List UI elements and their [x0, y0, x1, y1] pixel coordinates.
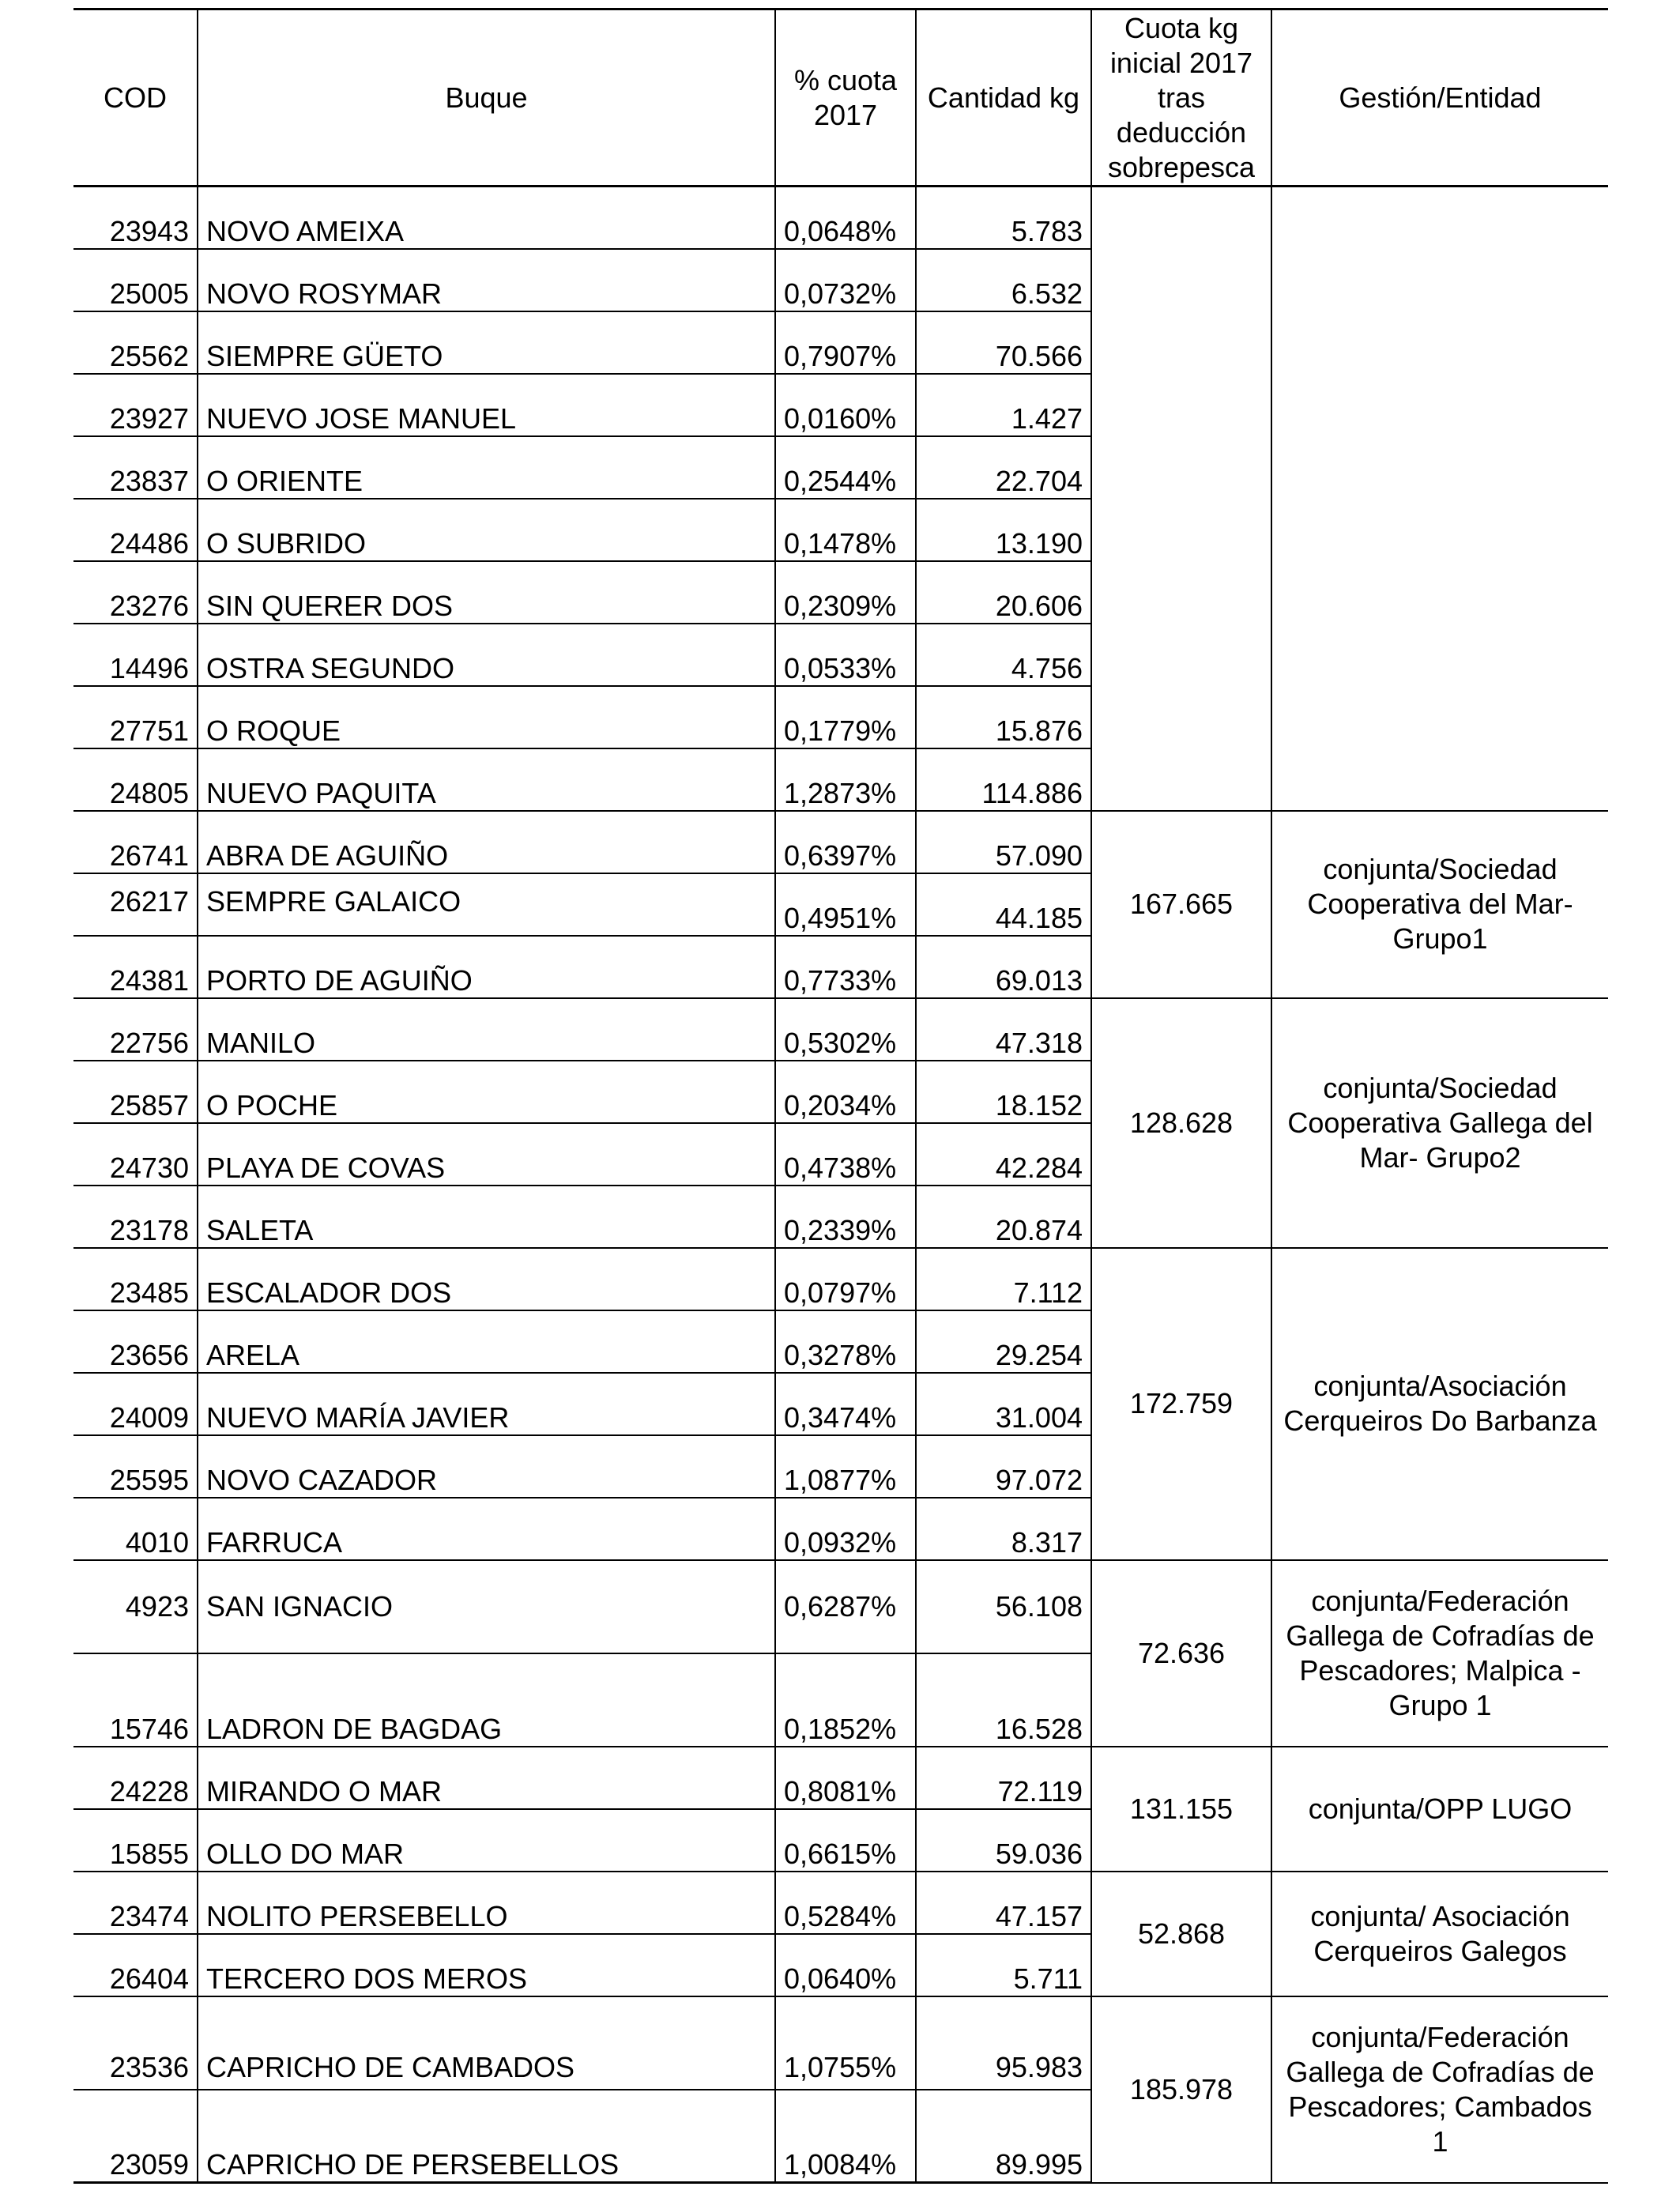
- group-quota-cell: 128.628: [1091, 998, 1271, 1248]
- vessel-name-cell: NOVO ROSYMAR: [198, 249, 775, 311]
- vessel-name-cell: SAN IGNACIO: [198, 1560, 775, 1653]
- vessel-name-cell: NOLITO PERSEBELLO: [198, 1872, 775, 1934]
- kg-cell: 42.284: [916, 1123, 1091, 1186]
- cod-cell: 26404: [73, 1934, 198, 1996]
- cod-cell: 15855: [73, 1809, 198, 1872]
- table-row: [73, 1560, 1608, 1653]
- kg-cell: 20.874: [916, 1186, 1091, 1248]
- group-quota-cell-empty: [1091, 187, 1271, 811]
- group-quota-cell: 52.868: [1091, 1872, 1271, 1996]
- pct-cell: 1,0084%: [775, 2090, 916, 2183]
- kg-cell: 6.532: [916, 249, 1091, 311]
- cod-cell: 23474: [73, 1872, 198, 1934]
- cod-cell: 27751: [73, 686, 198, 748]
- pct-cell: 0,4738%: [775, 1123, 916, 1186]
- cod-cell: 25005: [73, 249, 198, 311]
- pct-cell: 1,0755%: [775, 1996, 916, 2090]
- kg-cell: 15.876: [916, 686, 1091, 748]
- cod-cell: 15746: [73, 1653, 198, 1747]
- vessel-name-cell: O ORIENTE: [198, 436, 775, 499]
- cod-cell: 23536: [73, 1996, 198, 2090]
- table-row: [73, 1996, 1608, 2090]
- vessel-name-cell: FARRUCA: [198, 1498, 775, 1560]
- kg-cell: 4.756: [916, 624, 1091, 686]
- kg-cell: 89.995: [916, 2090, 1091, 2183]
- group-quota-cell: 72.636: [1091, 1560, 1271, 1747]
- vessel-name-cell: O ROQUE: [198, 686, 775, 748]
- pct-cell: 0,7733%: [775, 936, 916, 998]
- pct-cell: 0,6397%: [775, 811, 916, 873]
- cod-cell: 24228: [73, 1747, 198, 1809]
- kg-cell: 70.566: [916, 311, 1091, 374]
- kg-cell: 18.152: [916, 1061, 1091, 1123]
- cod-cell: 24805: [73, 748, 198, 811]
- kg-cell: 8.317: [916, 1498, 1091, 1560]
- cod-cell: 23656: [73, 1310, 198, 1373]
- vessel-name-cell: O POCHE: [198, 1061, 775, 1123]
- vessel-name-cell: ABRA DE AGUIÑO: [198, 811, 775, 873]
- group-entity-cell: conjunta/Asociación Cerqueiros Do Barbanza: [1271, 1248, 1608, 1560]
- quota-table: [73, 8, 1608, 2184]
- vessel-name-cell: CAPRICHO DE CAMBADOS: [198, 1996, 775, 2090]
- pct-cell: 0,6287%: [775, 1560, 916, 1653]
- vessel-name-cell: CAPRICHO DE PERSEBELLOS: [198, 2090, 775, 2183]
- pct-cell: 0,7907%: [775, 311, 916, 374]
- cod-cell: 23178: [73, 1186, 198, 1248]
- cod-cell: 26217: [73, 873, 198, 936]
- pct-cell: 0,1478%: [775, 499, 916, 561]
- vessel-name-cell: SALETA: [198, 1186, 775, 1248]
- group-quota-cell: 167.665: [1091, 811, 1271, 998]
- cod-cell: 25562: [73, 311, 198, 374]
- pct-cell: 0,8081%: [775, 1747, 916, 1809]
- kg-cell: 47.157: [916, 1872, 1091, 1934]
- cod-cell: 25595: [73, 1435, 198, 1498]
- vessel-name-cell: NOVO CAZADOR: [198, 1435, 775, 1498]
- kg-cell: 1.427: [916, 374, 1091, 436]
- kg-cell: 16.528: [916, 1653, 1091, 1747]
- kg-cell: 56.108: [916, 1560, 1091, 1653]
- pct-cell: 0,1852%: [775, 1653, 916, 1747]
- table-row: [73, 998, 1608, 1061]
- pct-cell: 0,2309%: [775, 561, 916, 624]
- cod-cell: 25857: [73, 1061, 198, 1123]
- vessel-name-cell: OLLO DO MAR: [198, 1809, 775, 1872]
- vessel-name-cell: OSTRA SEGUNDO: [198, 624, 775, 686]
- kg-cell: 114.886: [916, 748, 1091, 811]
- pct-cell: 0,0640%: [775, 1934, 916, 1996]
- kg-cell: 5.711: [916, 1934, 1091, 1996]
- kg-cell: 97.072: [916, 1435, 1091, 1498]
- vessel-name-cell: NUEVO JOSE MANUEL: [198, 374, 775, 436]
- group-quota-cell: 131.155: [1091, 1747, 1271, 1872]
- pct-cell: 0,0533%: [775, 624, 916, 686]
- kg-cell: 13.190: [916, 499, 1091, 561]
- vessel-name-cell: PORTO DE AGUIÑO: [198, 936, 775, 998]
- cod-cell: 23927: [73, 374, 198, 436]
- vessel-name-cell: ESCALADOR DOS: [198, 1248, 775, 1310]
- pct-cell: 0,2034%: [775, 1061, 916, 1123]
- group-quota-cell: 185.978: [1091, 1996, 1271, 2183]
- vessel-name-cell: TERCERO DOS MEROS: [198, 1934, 775, 1996]
- kg-cell: 20.606: [916, 561, 1091, 624]
- group-entity-cell: conjunta/Sociedad Cooperativa Gallega del Mar- Grupo2: [1271, 998, 1608, 1248]
- vessel-name-cell: LADRON DE BAGDAG: [198, 1653, 775, 1747]
- group-entity-cell: conjunta/Federación Gallega de Cofradías de Pescadores; Cambados 1: [1271, 1996, 1608, 2183]
- table-row: [73, 1872, 1608, 1934]
- pct-cell: 0,4951%: [775, 873, 916, 936]
- table-row: [73, 1747, 1608, 1809]
- header-row: [73, 9, 1608, 187]
- group-entity-cell: conjunta/Sociedad Cooperativa del Mar- Grupo1: [1271, 811, 1608, 998]
- cod-cell: 24486: [73, 499, 198, 561]
- pct-cell: 0,2544%: [775, 436, 916, 499]
- kg-cell: 5.783: [916, 187, 1091, 249]
- header-buque: Buque: [198, 9, 775, 187]
- pct-cell: 0,0932%: [775, 1498, 916, 1560]
- group-entity-cell: conjunta/OPP LUGO: [1271, 1747, 1608, 1872]
- pct-cell: 0,6615%: [775, 1809, 916, 1872]
- cod-cell: 23485: [73, 1248, 198, 1310]
- kg-cell: 95.983: [916, 1996, 1091, 2090]
- group-quota-cell: 172.759: [1091, 1248, 1271, 1560]
- pct-cell: 0,0160%: [775, 374, 916, 436]
- cod-cell: 23059: [73, 2090, 198, 2183]
- kg-cell: 31.004: [916, 1373, 1091, 1435]
- cod-cell: 4010: [73, 1498, 198, 1560]
- vessel-name-cell: SEMPRE GALAICO: [198, 873, 775, 936]
- vessel-name-cell: SIN QUERER DOS: [198, 561, 775, 624]
- vessel-name-cell: O SUBRIDO: [198, 499, 775, 561]
- pct-cell: 0,1779%: [775, 686, 916, 748]
- header-cantidad: Cantidad kg: [916, 9, 1091, 187]
- group-entity-cell-empty: [1271, 187, 1608, 811]
- pct-cell: 0,3278%: [775, 1310, 916, 1373]
- table-row: [73, 811, 1608, 873]
- table-row: [73, 187, 1608, 249]
- pct-cell: 0,2339%: [775, 1186, 916, 1248]
- cod-cell: 23943: [73, 187, 198, 249]
- pct-cell: 0,0648%: [775, 187, 916, 249]
- vessel-name-cell: ARELA: [198, 1310, 775, 1373]
- cod-cell: 24730: [73, 1123, 198, 1186]
- vessel-name-cell: PLAYA DE COVAS: [198, 1123, 775, 1186]
- cod-cell: 24009: [73, 1373, 198, 1435]
- kg-cell: 47.318: [916, 998, 1091, 1061]
- cod-cell: 22756: [73, 998, 198, 1061]
- kg-cell: 69.013: [916, 936, 1091, 998]
- pct-cell: 0,5284%: [775, 1872, 916, 1934]
- header-gestion: Gestión/Entidad: [1271, 9, 1608, 187]
- pct-cell: 0,3474%: [775, 1373, 916, 1435]
- kg-cell: 44.185: [916, 873, 1091, 936]
- header-pct-cuota: % cuota 2017: [775, 9, 916, 187]
- pct-cell: 1,0877%: [775, 1435, 916, 1498]
- vessel-name-cell: MIRANDO O MAR: [198, 1747, 775, 1809]
- vessel-name-cell: NUEVO MARÍA JAVIER: [198, 1373, 775, 1435]
- cod-cell: 23276: [73, 561, 198, 624]
- cod-cell: 23837: [73, 436, 198, 499]
- pct-cell: 0,0732%: [775, 249, 916, 311]
- kg-cell: 72.119: [916, 1747, 1091, 1809]
- pct-cell: 0,5302%: [775, 998, 916, 1061]
- kg-cell: 29.254: [916, 1310, 1091, 1373]
- vessel-name-cell: NOVO AMEIXA: [198, 187, 775, 249]
- header-cuota-inicial: Cuota kg inicial 2017 tras deducción sobrepesca: [1091, 9, 1271, 187]
- group-entity-cell: conjunta/Federación Gallega de Cofradías de Pescadores; Malpica - Grupo 1: [1271, 1560, 1608, 1747]
- kg-cell: 59.036: [916, 1809, 1091, 1872]
- vessel-name-cell: MANILO: [198, 998, 775, 1061]
- kg-cell: 57.090: [916, 811, 1091, 873]
- kg-cell: 7.112: [916, 1248, 1091, 1310]
- cod-cell: 24381: [73, 936, 198, 998]
- pct-cell: 1,2873%: [775, 748, 916, 811]
- pct-cell: 0,0797%: [775, 1248, 916, 1310]
- cod-cell: 26741: [73, 811, 198, 873]
- vessel-name-cell: SIEMPRE GÜETO: [198, 311, 775, 374]
- group-entity-cell: conjunta/ Asociación Cerqueiros Galegos: [1271, 1872, 1608, 1996]
- cod-cell: 14496: [73, 624, 198, 686]
- kg-cell: 22.704: [916, 436, 1091, 499]
- vessel-name-cell: NUEVO PAQUITA: [198, 748, 775, 811]
- cod-cell: 4923: [73, 1560, 198, 1653]
- table-row: [73, 1248, 1608, 1310]
- header-cod: COD: [73, 9, 198, 187]
